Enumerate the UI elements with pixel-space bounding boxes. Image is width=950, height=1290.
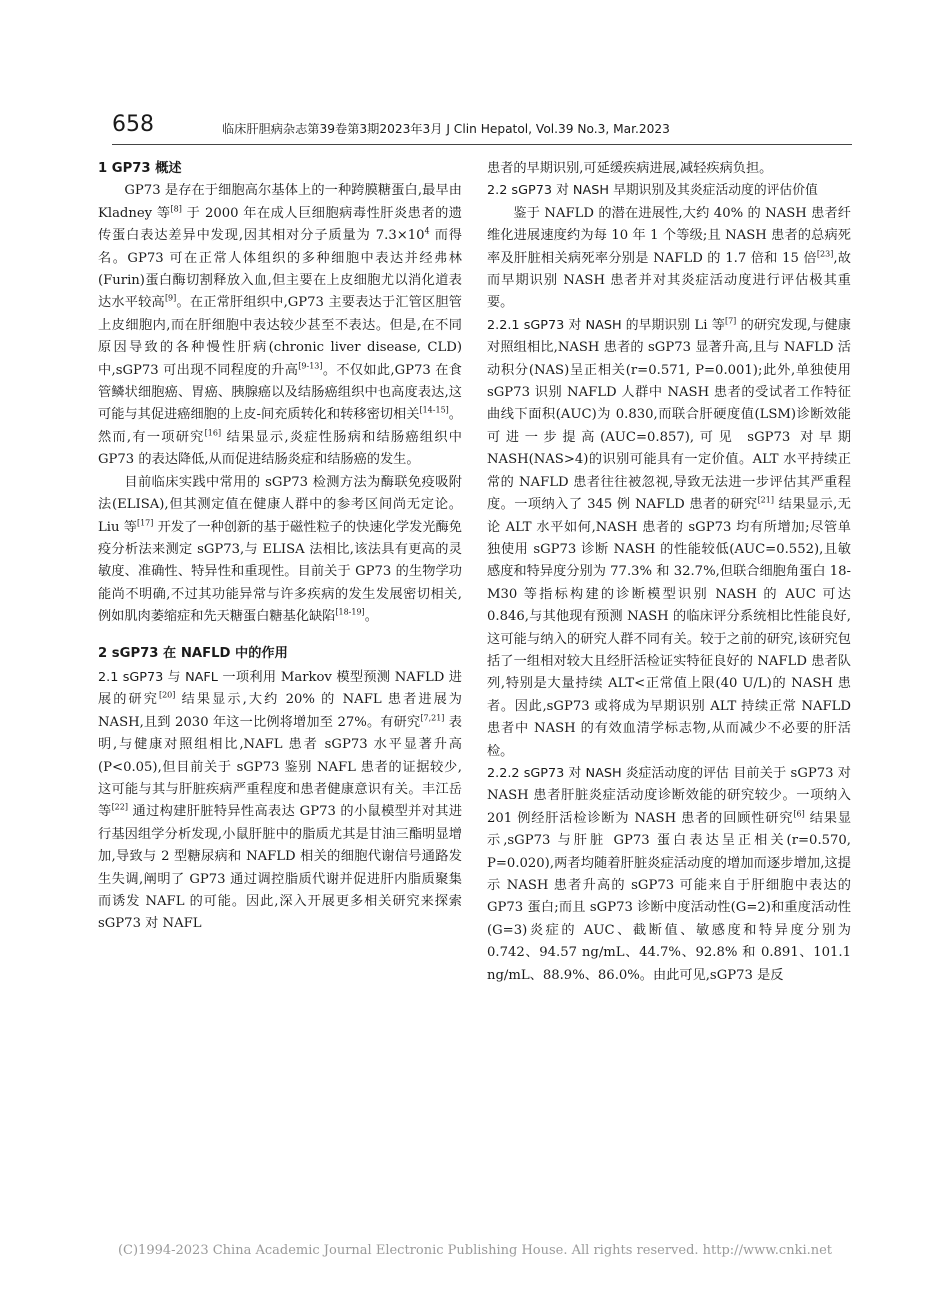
paragraph-inflammation-activity: 2.2.2 sGP73 对 NASH 炎症活动度的评估 目前关于 sGP73 对 NASH 患者肝脏炎症活动度诊断效能的研究较少。一项纳入 201 例经肝活检诊断为 NASH 患者的回顾性研究[6] 结果显示,sGP73 与肝脏 GP73 蛋白表达呈正相关(r=0.570, P=0.020),两者均随着肝脏炎症活动度的增加而逐步增加,这提示 NASH 患者升高的 sGP73 可能来自于肝细胞中表达的 GP73 蛋白;而且 sGP73 诊断中度活动性(G=2)和重度活动性(G=3)炎症的 AUC、截断值、敏感度和特异度分别为 0.742、94.57 ng/mL、44.7%、92.8% 和 0.891、101.1 ng/mL、88.9%、86.0%。由此可见,sGP73 是反	[487, 765, 852, 983]
citation-ref: [9]	[164, 294, 177, 304]
subsection-2-2-2-label: 2.2.2 sGP73 对 NASH 炎症活动度的评估	[487, 765, 729, 781]
subsection-2-2-heading: 2.2 sGP73 对 NASH 早期识别及其炎症活动度的评估价值	[487, 183, 818, 199]
section-2-heading: 2 sGP73 在 NAFLD 中的作用	[98, 645, 288, 661]
right-column	[487, 158, 851, 987]
citation-ref: [16]	[204, 428, 222, 438]
section-1-heading: 1 GP73 概述	[98, 161, 182, 176]
citation-ref: [8]	[170, 204, 182, 214]
copyright-footer: (C)1994-2023 China Academic Journal Electronic Publishing House. All rights reserved. http://www.cnki.net	[117, 1243, 833, 1258]
subsection-2-2-1-label: 2.2.1 sGP73 对 NASH 的早期识别	[487, 317, 691, 333]
citation-ref: [14-15]	[419, 406, 449, 416]
running-header	[112, 112, 852, 145]
citation-ref: [20]	[158, 690, 176, 700]
journal-citation: 临床肝胆病杂志第39卷第3期2023年3月 J Clin Hepatol, Vol.39 No.3, Mar.2023	[222, 122, 670, 136]
paragraph-continuation: 患者的早期识别,可延缓疾病进展,减轻疾病负担。	[487, 161, 773, 176]
left-column	[98, 158, 462, 936]
citation-ref: [6]	[793, 809, 805, 819]
page-number: 658	[112, 112, 154, 137]
paragraph-detection-methods: 目前临床实践中常用的 sGP73 检测方法为酶联免疫吸附法(ELISA),但其测定值在健康人群中的参考区间尚无定论。Liu 等[17] 开发了一种创新的基于磁性粒子的快速化学发光酶免疫分析法来测定 sGP73,与 ELISA 法相比,该法具有更高的灵敏度、准确性、特异性和重现性。目前关于 GP73 的生物学功能尚不明确,不过其功能异常与许多疾病的发生发展密切相关,例如肌肉萎缩症和先天糖蛋白糖基化缺陷[18-19]。	[98, 474, 462, 625]
subsection-2-1-label: 2.1 sGP73 与 NAFL	[98, 669, 218, 685]
citation-ref: [7,21]	[420, 713, 445, 723]
paragraph-gp73-overview: GP73 是存在于细胞高尔基体上的一种跨膜糖蛋白,最早由 Kladney 等[8] 于 2000 年在成人巨细胞病毒性肝炎患者的遗传蛋白表达差异中发现,因其相对分子质量为 $7.3\times 10^4$ 而得名。GP73 可在正常人体组织的多种细胞中表达并经弗林(Furin)蛋白酶切割释放入血,但主要在上皮细胞尤以消化道表达水平较高[9]。在正常肝组织中,GP73 主要表达于汇管区胆管上皮细胞内,而在肝细胞中表达较少甚至不表达。但是,在不同原因导致的各种慢性肝病(chronic liver disease, CLD)中,sGP73 可出现不同程度的升高[9-13]。不仅如此,GP73 在食管鳞状细胞癌、胃癌、胰腺癌以及结肠癌组织中也高度表达,这可能与其促进癌细胞的上皮-间充质转化和转移密切相关[14-15]。然而,有一项研究[16] 结果显示,炎症性肠病和结肠癌组织中 GP73 的表达降低,从而促进结肠炎症和结肠癌的发生。	[98, 183, 462, 468]
paragraph-sgp73-nafl: 2.1 sGP73 与 NAFL 一项利用 Markov 模型预测 NAFLD 进展的研究[20] 结果显示,大约 20% 的 NAFL 患者进展为 NASH,且到 2030 年这一比例将增加至 27%。有研究[7,21] 表明,与健康对照组相比,NAFL 患者 sGP73 水平显著升高(P<0.05),但目前关于 sGP73 鉴别 NAFL 患者的证据较少,这可能与其与肝脏疾病严重程度和患者健康意识有关。丰江岳等[22] 通过构建肝脏特异性高表达 GP73 的小鼠模型并对其进行基因组学分析发现,小鼠肝脏中的脂质尤其是甘油三酯明显增加,导致与 2 型糖尿病和 NAFLD 相关的细胞代谢信号通路发生失调,阐明了 GP73 通过调控脂质代谢并促进肝内脂质聚集而诱发 NAFL 的可能。因此,深入开展更多相关研究来探索 sGP73 对 NAFL	[98, 669, 463, 932]
citation-ref: [18-19]	[335, 607, 365, 617]
citation-ref: [21]	[757, 495, 774, 505]
citation-ref: [23]	[816, 249, 834, 259]
citation-ref: [17]	[136, 518, 154, 528]
citation-ref: [7]	[724, 316, 737, 326]
paragraph-early-identification: 2.2.1 sGP73 对 NASH 的早期识别 Li 等[7] 的研究发现,与健康对照组相比,NASH 患者的 sGP73 显著升高,且与 NAFLD 活动积分(NAS)呈正相关(r=0.571, P=0.001);此外,单独使用 sGP73 识别 NAFLD 人群中 NASH 患者的受试者工作特征曲线下面积(AUC)为 0.830,而联合肝硬度值(LSM)诊断效能可进一步提高(AUC=0.857),可见 sGP73 对早期 NASH(NAS>4)的识别可能具有一定价值。ALT 水平持续正常的 NAFLD 患者往往被忽视,导致无法进一步评估其严重程度。一项纳入了 345 例 NAFLD 患者的研究[21] 结果显示,无论 ALT 水平如何,NASH 患者的 sGP73 均有所增加;尽管单独使用 sGP73 诊断 NASH 的性能较低(AUC=0.552),且敏感度和特异度分别为 77.3% 和 32.7%,但联合细胞角蛋白 18-M30 等指标构建的诊断模型识别 NASH 的 AUC 可达 0.846,与其他现有预测 NASH 的临床评分系统相比性能良好,这可能与纳入的研究人群不同有关。较于之前的研究,该研究包括了一组相对较大且经肝活检证实特征良好的 NAFLD 患者队列,特别是大量持续 ALT<正常值上限(40 U/L)的 NASH 患者。因此,sGP73 或将成为早期识别 ALT 持续正常 NAFLD 患者中 NASH 的有效血清学标志物,从而减少不必要的肝活检。	[487, 316, 851, 759]
exponent: 4	[424, 226, 430, 236]
paragraph-nash-importance: 鉴于 NAFLD 的潜在进展性,大约 40% 的 NASH 患者纤维化进展速度约为每 10 年 1 个等级;且 NASH 患者的总病死率及肝脏相关病死率分别是 NAFLD 的 1.7 倍和 15 倍[23],故而早期识别 NASH 患者并对其炎症活动度进行评估极其重要。	[487, 205, 851, 311]
citation-ref: [22]	[111, 802, 128, 812]
citation-ref: [9-13]	[298, 361, 323, 371]
